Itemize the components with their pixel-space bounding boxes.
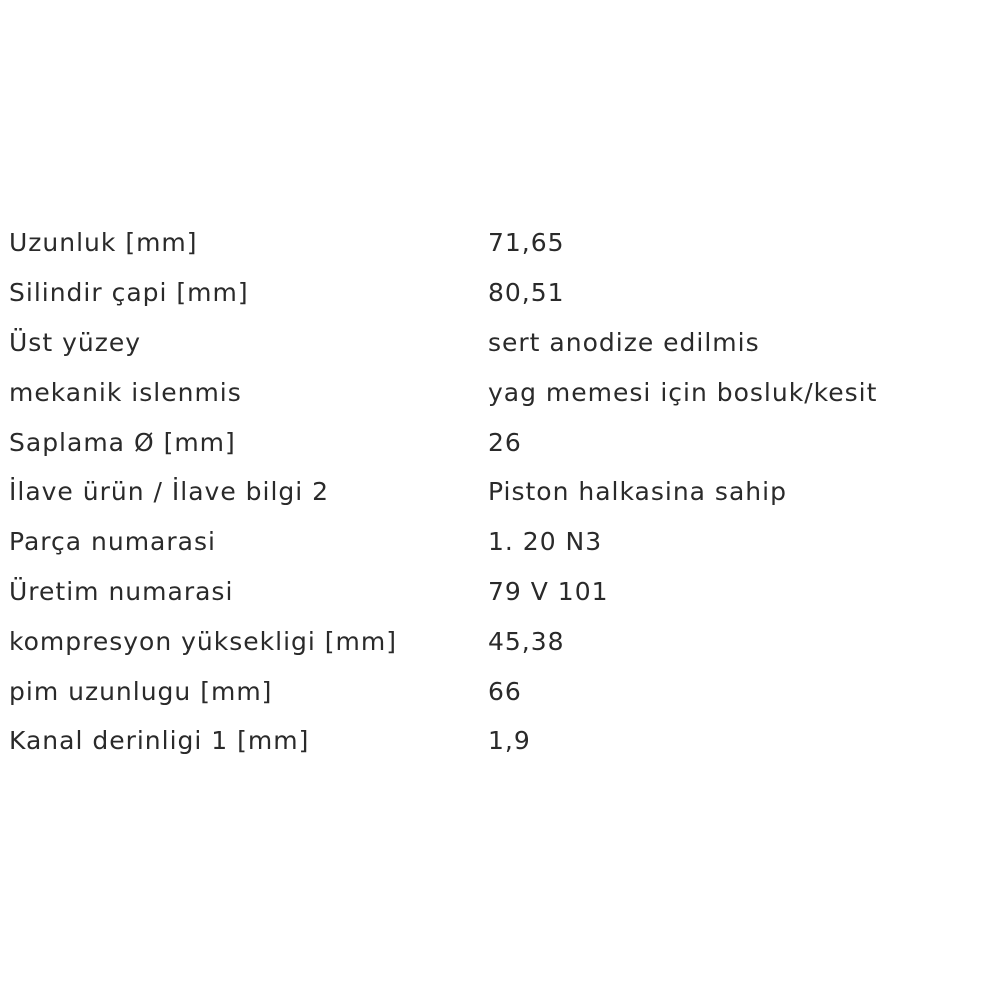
spec-table-body [9, 218, 988, 766]
spec-value: 1. 20 N3 [488, 527, 603, 557]
spec-row-compression-height [9, 616, 988, 666]
spec-value: 45,38 [488, 626, 565, 656]
spec-row-production-number [9, 567, 988, 617]
spec-row-top-surface [9, 318, 988, 368]
spec-label: Parça numarasi [9, 527, 216, 557]
spec-label: Üst yüzey [9, 327, 142, 357]
spec-label: Uzunluk [mm] [9, 228, 198, 258]
spec-label: Saplama Ø [mm] [9, 427, 236, 457]
spec-value: 71,65 [488, 228, 565, 258]
spec-row-part-number [9, 517, 988, 567]
spec-label: mekanik islenmis [9, 377, 242, 407]
spec-value: Piston halkasina sahip [488, 477, 787, 507]
spec-label: kompresyon yüksekligi [mm] [9, 626, 397, 656]
spec-label: İlave ürün / İlave bilgi 2 [9, 477, 330, 507]
spec-value: sert anodize edilmis [488, 327, 760, 357]
spec-value: yag memesi için bosluk/kesit [488, 377, 878, 407]
spec-row-cylinder-bore [9, 268, 988, 318]
spec-label: Kanal derinligi 1 [mm] [9, 726, 310, 756]
spec-label: Üretim numarasi [9, 576, 234, 606]
spec-row-pin-length [9, 666, 988, 716]
spec-row-pin-diameter [9, 417, 988, 467]
spec-value: 26 [488, 427, 522, 457]
spec-table [9, 218, 988, 766]
spec-row-groove-depth [9, 716, 988, 766]
spec-label: pim uzunlugu [mm] [9, 676, 273, 706]
spec-row-additional-info [9, 467, 988, 517]
spec-label: Silindir çapi [mm] [9, 278, 249, 308]
spec-row-length [9, 218, 988, 268]
spec-value: 1,9 [488, 726, 531, 756]
spec-value: 79 V 101 [488, 576, 609, 606]
spec-value: 66 [488, 676, 522, 706]
spec-value: 80,51 [488, 278, 565, 308]
spec-row-machined [9, 367, 988, 417]
